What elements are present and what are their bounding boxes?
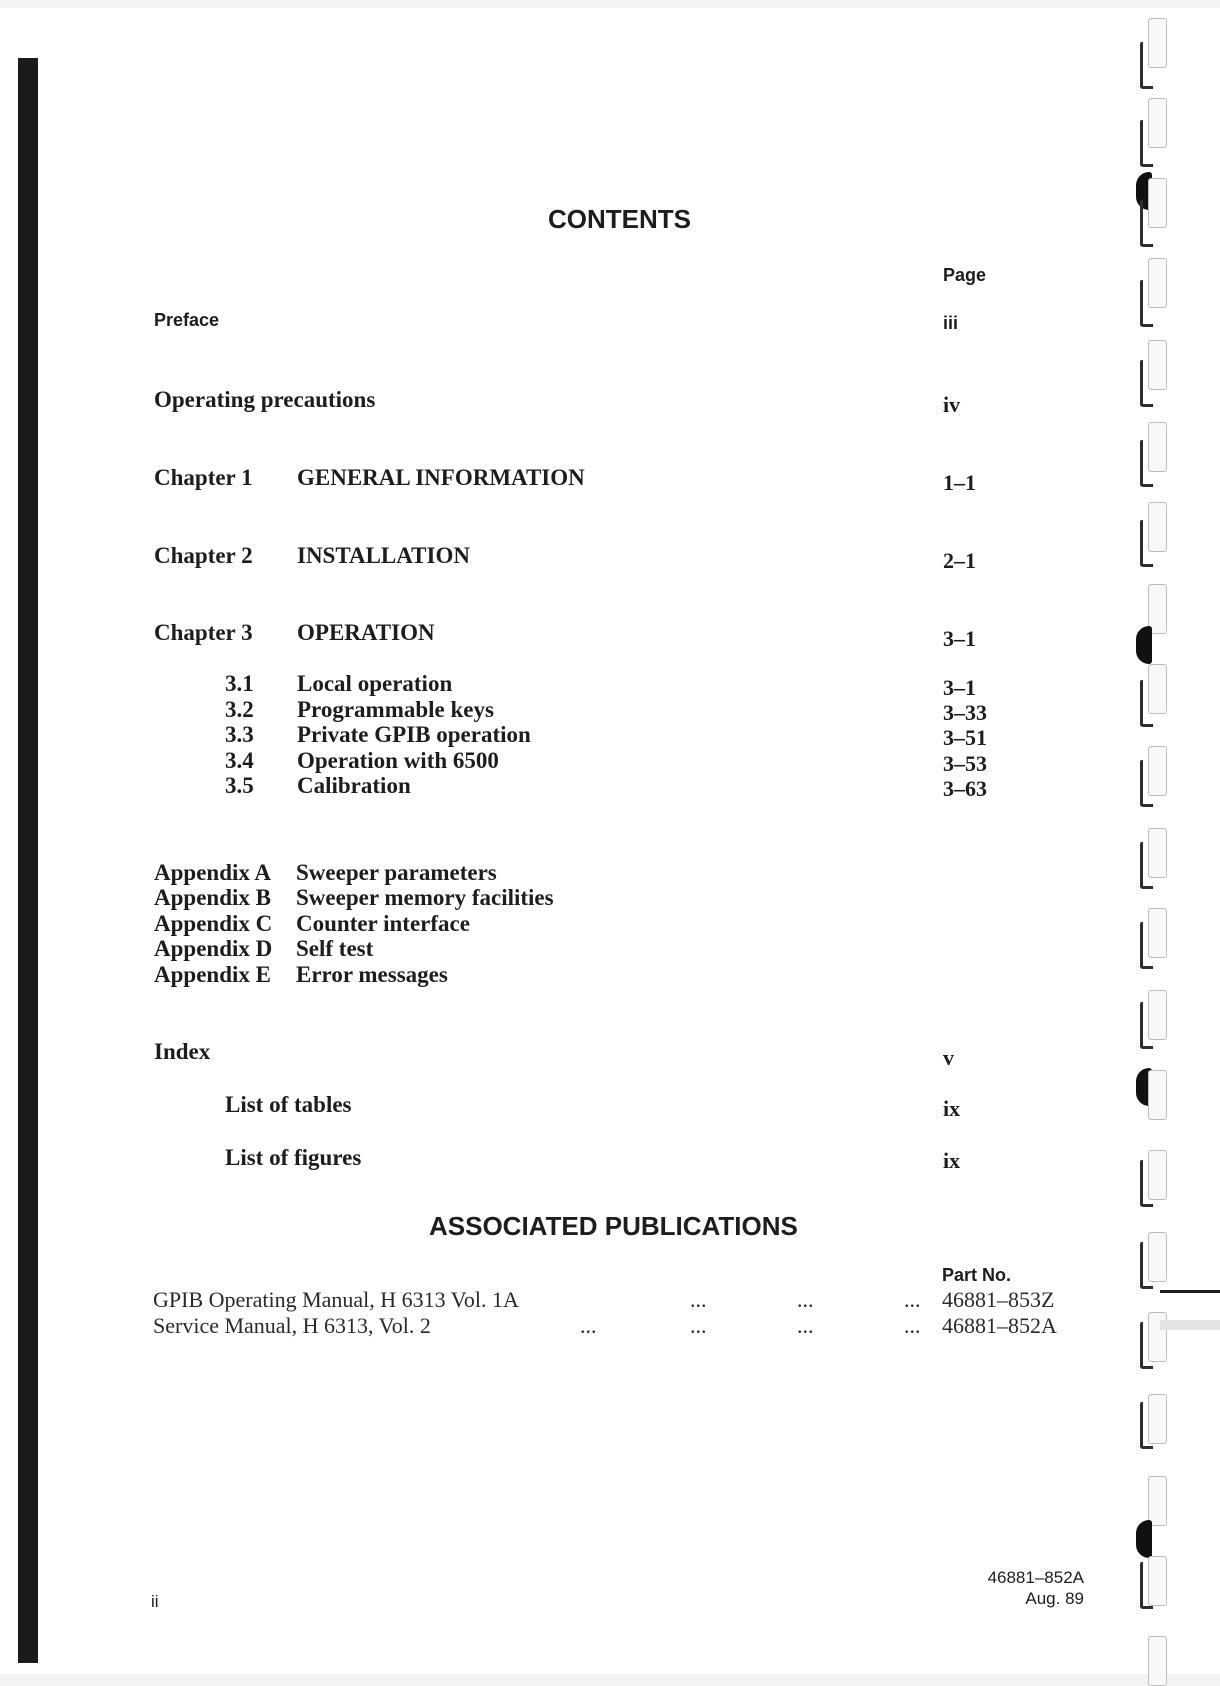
list-of-tables-page: ix bbox=[943, 1096, 961, 1121]
section-3-5-page: 3–63 bbox=[943, 776, 987, 801]
section-3-5-title: Calibration bbox=[297, 773, 411, 798]
contents-title: CONTENTS bbox=[548, 204, 691, 234]
leader-dots: ... bbox=[690, 1287, 707, 1312]
binding-loop bbox=[1140, 1402, 1153, 1449]
binding-loop bbox=[1140, 280, 1153, 327]
leader-dots: ... bbox=[904, 1287, 921, 1312]
binding-loop bbox=[1140, 1322, 1153, 1369]
section-3-3-page: 3–51 bbox=[943, 725, 987, 750]
section-3-3-number: 3.3 bbox=[225, 722, 254, 747]
index-label: Index bbox=[154, 1039, 211, 1064]
leader-dots: ... bbox=[690, 1313, 707, 1338]
part-number-header: Part No. bbox=[942, 1265, 1012, 1285]
toc-chapter3-title: OPERATION bbox=[297, 620, 435, 645]
section-3-4-number: 3.4 bbox=[225, 748, 254, 773]
binding-loop bbox=[1140, 200, 1153, 247]
binding-loop bbox=[1140, 120, 1153, 167]
section-3-2-page: 3–33 bbox=[943, 700, 987, 725]
appendix-d-title: Self test bbox=[296, 936, 374, 961]
binding-loop bbox=[1140, 680, 1153, 727]
footer-page-number: ii bbox=[151, 1592, 159, 1611]
page-column-header: Page bbox=[943, 265, 987, 285]
binding-ring bbox=[1148, 1636, 1167, 1686]
toc-chapter2-page: 2–1 bbox=[943, 548, 976, 573]
leader-dots: ... bbox=[797, 1287, 814, 1312]
divider-tab-edge bbox=[1160, 1290, 1220, 1293]
binding-ring bbox=[1148, 1476, 1167, 1526]
section-3-1-number: 3.1 bbox=[225, 671, 254, 696]
toc-chapter1-label: Chapter 1 bbox=[154, 465, 253, 490]
binding-clip bbox=[1136, 1520, 1152, 1558]
toc-chapter1-title: GENERAL INFORMATION bbox=[297, 465, 585, 490]
toc-precautions-label: Operating precautions bbox=[154, 387, 376, 412]
section-3-5-number: 3.5 bbox=[225, 773, 254, 798]
appendix-b-label: Appendix B bbox=[154, 885, 271, 910]
appendix-e-label: Appendix E bbox=[154, 962, 271, 987]
section-3-1-title: Local operation bbox=[297, 671, 453, 696]
binding-loop bbox=[1140, 1242, 1153, 1289]
binding-loop bbox=[1140, 1160, 1153, 1207]
section-3-3-title: Private GPIB operation bbox=[297, 722, 531, 747]
publication-service-title: Service Manual, H 6313, Vol. 2 bbox=[153, 1313, 431, 1338]
binding-edge bbox=[18, 58, 38, 1663]
binding-loop bbox=[1140, 922, 1153, 969]
spiral-binding bbox=[1136, 0, 1220, 1674]
toc-chapter2-label: Chapter 2 bbox=[154, 543, 253, 568]
appendix-b-title: Sweeper memory facilities bbox=[296, 885, 554, 910]
binding-loop bbox=[1140, 760, 1153, 807]
toc-preface-page: iii bbox=[943, 313, 959, 333]
toc-preface-label: Preface bbox=[154, 310, 220, 330]
associated-publications-title: ASSOCIATED PUBLICATIONS bbox=[429, 1211, 798, 1241]
list-of-figures-page: ix bbox=[943, 1148, 961, 1173]
publication-gpib-part: 46881–853Z bbox=[942, 1287, 1055, 1312]
divider-tab bbox=[1160, 1320, 1220, 1330]
binding-clip bbox=[1136, 626, 1152, 664]
publication-gpib-title: GPIB Operating Manual, H 6313 Vol. 1A bbox=[153, 1287, 519, 1312]
leader-dots: ... bbox=[797, 1313, 814, 1338]
document-page bbox=[0, 8, 1220, 1674]
binding-loop bbox=[1140, 42, 1153, 89]
section-3-4-page: 3–53 bbox=[943, 751, 987, 776]
footer-doc-number: 46881–852A bbox=[987, 1568, 1084, 1587]
appendix-a-label: Appendix A bbox=[154, 860, 271, 885]
leader-dots: ... bbox=[580, 1313, 597, 1338]
publication-service-part: 46881–852A bbox=[942, 1313, 1057, 1338]
toc-chapter3-label: Chapter 3 bbox=[154, 620, 253, 645]
appendix-d-label: Appendix D bbox=[154, 936, 273, 961]
binding-loop bbox=[1140, 360, 1153, 407]
leader-dots: ... bbox=[904, 1313, 921, 1338]
footer-date: Aug. 89 bbox=[1025, 1589, 1084, 1608]
binding-loop bbox=[1140, 1562, 1153, 1609]
binding-ring bbox=[1148, 1070, 1167, 1120]
list-of-tables-label: List of tables bbox=[225, 1092, 352, 1117]
appendix-e-title: Error messages bbox=[296, 962, 448, 987]
toc-chapter2-title: INSTALLATION bbox=[297, 543, 470, 568]
binding-loop bbox=[1140, 520, 1153, 567]
section-3-1-page: 3–1 bbox=[943, 675, 976, 700]
binding-loop bbox=[1140, 440, 1153, 487]
binding-loop bbox=[1140, 842, 1153, 889]
appendix-a-title: Sweeper parameters bbox=[296, 860, 497, 885]
section-3-2-number: 3.2 bbox=[225, 697, 254, 722]
toc-chapter1-page: 1–1 bbox=[943, 470, 976, 495]
toc-precautions-page: iv bbox=[943, 392, 961, 417]
section-3-2-title: Programmable keys bbox=[297, 697, 494, 722]
appendix-c-title: Counter interface bbox=[296, 911, 470, 936]
list-of-figures-label: List of figures bbox=[225, 1145, 362, 1170]
appendix-c-label: Appendix C bbox=[154, 911, 273, 936]
binding-loop bbox=[1140, 1002, 1153, 1049]
section-3-4-title: Operation with 6500 bbox=[297, 748, 499, 773]
index-page: v bbox=[943, 1045, 954, 1070]
toc-chapter3-page: 3–1 bbox=[943, 626, 976, 651]
